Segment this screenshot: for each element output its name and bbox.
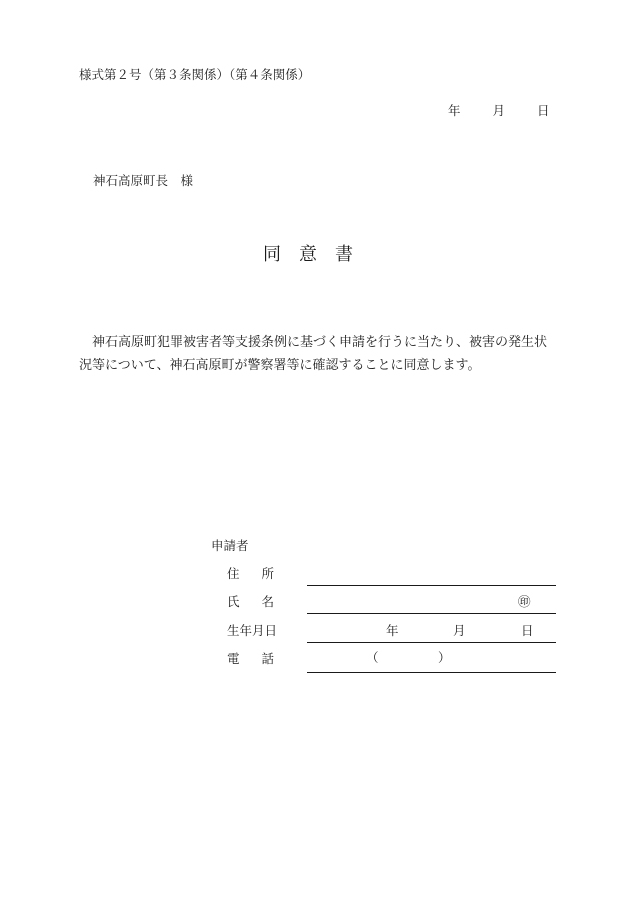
birth-year-label: 年 — [386, 623, 399, 638]
date-year-label: 年 — [448, 103, 461, 118]
applicant-label: 申請者 — [211, 538, 249, 553]
phone-area-close-paren: ） — [438, 650, 451, 665]
birth-month-label: 月 — [453, 623, 466, 638]
phone-area-open-paren: （ — [366, 650, 379, 665]
phone-label: 電話 — [227, 651, 297, 666]
date-month-label: 月 — [492, 103, 506, 118]
birth-day-label: 日 — [521, 623, 534, 638]
addressee: 神石高原町長 様 — [93, 173, 194, 188]
seal-mark: ㊞ — [518, 594, 531, 609]
phone-underline[interactable] — [307, 672, 556, 673]
birthdate-underline[interactable] — [307, 642, 556, 643]
birthdate-label: 生年月日 — [227, 623, 278, 638]
address-underline[interactable] — [307, 585, 556, 586]
name-underline[interactable] — [307, 613, 556, 614]
form-number: 様式第２号（第３条関係）（第４条関係） — [79, 67, 311, 82]
document-title: 同意書 — [263, 244, 371, 265]
date-line — [448, 101, 550, 119]
consent-statement: 神石高原町犯罪被害者等支援条例に基づく申請を行うに当たり、被害の発生状況等について、神石高原町が警察署等に確認することに同意します。 — [79, 335, 548, 373]
address-label: 住所 — [227, 566, 297, 581]
name-label: 氏名 — [227, 594, 297, 609]
date-day-label: 日 — [537, 103, 550, 118]
